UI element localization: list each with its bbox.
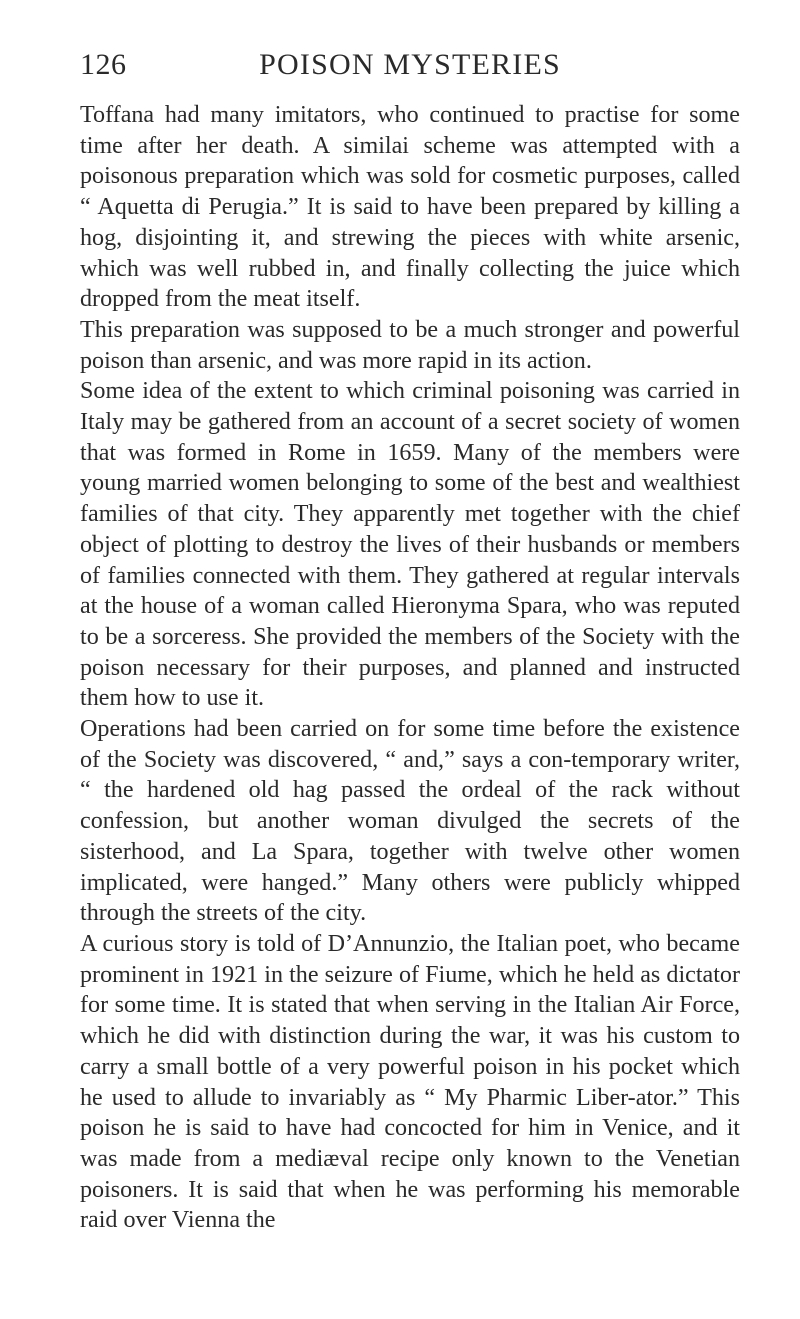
- paragraph-society-discovered: Operations had been carried on for some time before the existence of the Society was discovered, “ and,” says a con-temporary writer, “ the hardened old hag passed the ordeal of the rack without confession, but another woman divulged the secrets of the sisterhood, and La Spara, together with twelve other women implicated, were hanged.” Many others were publicly whipped through the streets of the city.: [80, 716, 740, 927]
- body-text: [80, 100, 740, 1236]
- page-number: 126: [80, 48, 127, 81]
- running-title: POISON MYSTERIES: [259, 48, 561, 81]
- book-page: [80, 44, 740, 1236]
- paragraph-dannunzio: A curious story is told of D’Annunzio, the Italian poet, who became prominent in 1921 in the seizure of Fiume, which he held as dictator for some time. It is stated that when serving in the Italian Air Force, which he did with distinction during the war, it was his custom to carry a small bottle of a very powerful poison in his pocket which he used to allude to invariably as “ My Pharmic Liber-ator.” This poison he is said to have had concocted for him in Venice, and it was made from a mediæval recipe only known to the Venetian poisoners. It is said that when he was performing his memorable raid over Vienna the: [80, 930, 740, 1234]
- paragraph-toffana-imitators: Toffana had many imitators, who continued to practise for some time after her death. A similai scheme was attempted with a poisonous preparation which was sold for cosmetic purposes, called “ Aquetta di Perugia.” It is said to have been prepared by killing a hog, disjointing it, and strewing the pieces with white arsenic, which was well rubbed in, and finally collecting the juice which dropped from the meat itself.: [80, 102, 740, 313]
- paragraph-secret-society: Some idea of the extent to which criminal poisoning was carried in Italy may be gathered from an account of a secret society of women that was formed in Rome in 1659. Many of the members were young married women belonging to some of the best and wealthiest families of that city. They apparently met together with the chief object of plotting to destroy the lives of their husbands or members of families connected with them. They gathered at regular intervals at the house of a woman called Hieronyma Spara, who was reputed to be a sorceress. She provided the members of the Society with the poison necessary for their purposes, and planned and instructed them how to use it.: [80, 378, 740, 712]
- paragraph-preparation-strength: This preparation was supposed to be a much stronger and powerful poison than arsenic, and was more rapid in its action.: [80, 316, 740, 374]
- running-head: [80, 44, 740, 88]
